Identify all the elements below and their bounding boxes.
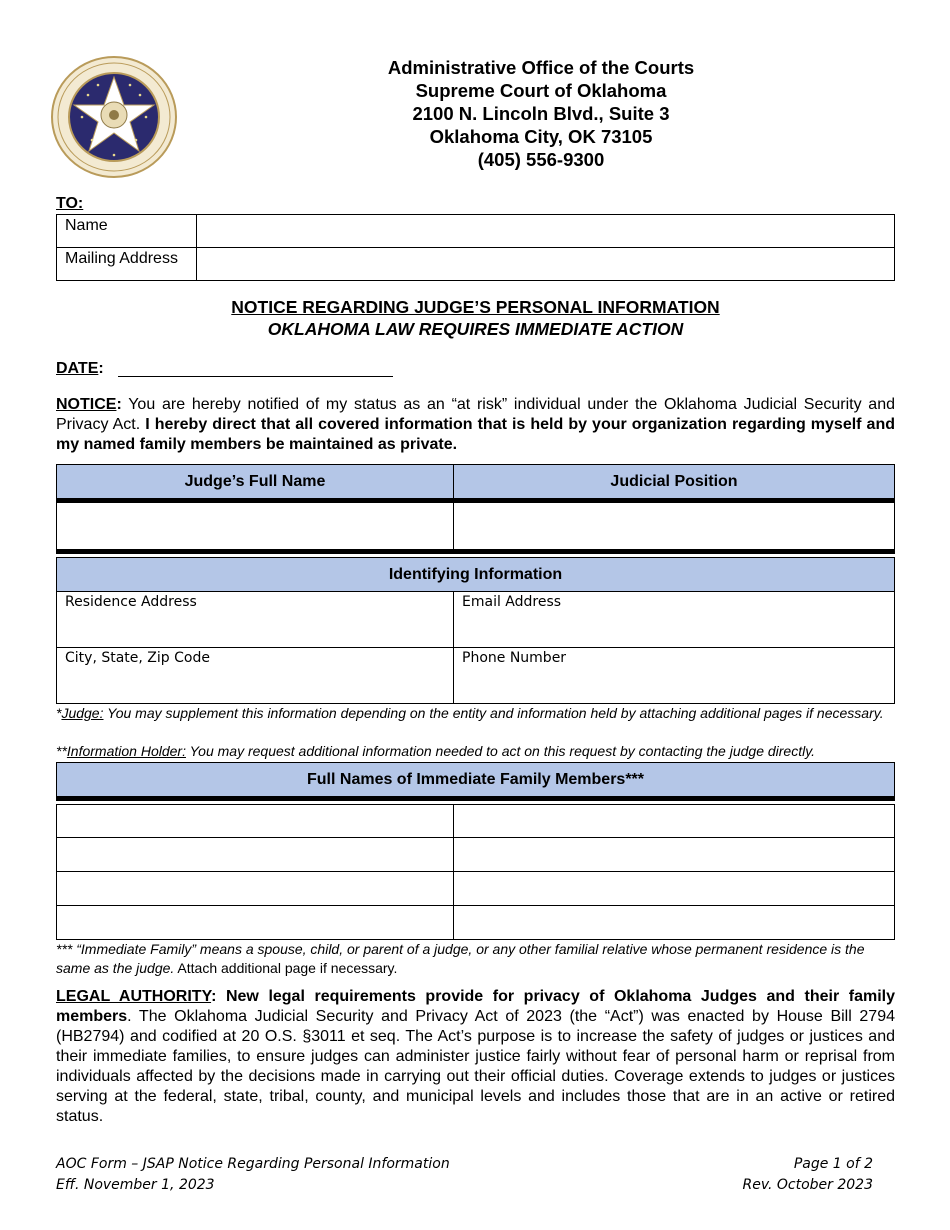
holder-footnote-prefix: ** xyxy=(56,743,67,759)
holder-footnote-label: Information Holder: xyxy=(66,743,186,759)
judicial-position-header: Judicial Position xyxy=(454,464,895,499)
family-table xyxy=(56,762,895,940)
court-name: Supreme Court of Oklahoma xyxy=(415,80,667,101)
notice-colon: : xyxy=(116,396,122,413)
family-member-field[interactable] xyxy=(454,804,895,838)
phone-number-label: Phone Number xyxy=(462,650,567,666)
title-line-1: NOTICE REGARDING JUDGE’S PERSONAL INFORMATION xyxy=(231,297,720,317)
family-row xyxy=(56,804,895,838)
office-header xyxy=(300,56,782,171)
phone-number-field[interactable] xyxy=(454,648,895,704)
page-number: Page 1 of 2 xyxy=(793,1156,873,1172)
judge-full-name-header: Judge’s Full Name xyxy=(56,464,454,499)
city-state-zip-field[interactable] xyxy=(56,648,454,704)
office-name: Administrative Office of the Courts xyxy=(387,57,695,78)
judge-footnote xyxy=(56,704,895,723)
family-member-field[interactable] xyxy=(454,872,895,906)
judge-table-header xyxy=(56,464,895,499)
date-colon: : xyxy=(98,360,104,377)
judicial-position-field[interactable] xyxy=(454,502,895,550)
email-address-label: Email Address xyxy=(462,594,562,610)
holder-footnote xyxy=(56,742,895,761)
mailing-address-label: Mailing Address xyxy=(57,248,197,281)
title-line-2: OKLAHOMA LAW REQUIRES IMMEDIATE ACTION xyxy=(267,319,684,339)
notice-title xyxy=(56,296,895,340)
family-member-field[interactable] xyxy=(56,906,454,940)
judge-footnote-text: You may supplement this information depending on the entity and information held by attaching additional pages if necessary. xyxy=(103,705,884,721)
judge-table-body xyxy=(56,502,895,550)
office-phone: (405) 556-9300 xyxy=(477,149,605,170)
family-member-field[interactable] xyxy=(56,804,454,838)
city-state-zip-label: City, State, Zip Code xyxy=(65,650,210,666)
identifying-header: Identifying Information xyxy=(56,557,895,592)
email-address-field[interactable] xyxy=(454,592,895,648)
judge-full-name-field[interactable] xyxy=(56,502,454,550)
residence-address-label: Residence Address xyxy=(65,594,197,610)
state-seal-icon xyxy=(50,55,178,179)
recipient-table xyxy=(56,214,895,281)
date-field[interactable] xyxy=(118,360,393,377)
legal-authority-colon: : xyxy=(211,988,226,1005)
notice-label: NOTICE xyxy=(56,396,117,413)
family-member-field[interactable] xyxy=(454,906,895,940)
holder-footnote-text: You may request additional information needed to act on this request by contacting the judge directly. xyxy=(185,743,816,759)
family-footnote-attach: Attach additional page if necessary. xyxy=(174,960,398,976)
family-member-field[interactable] xyxy=(454,838,895,872)
to-label: TO: xyxy=(56,195,84,212)
residence-address-field[interactable] xyxy=(56,592,454,648)
notice-paragraph xyxy=(56,395,895,455)
judge-footnote-prefix: * xyxy=(56,705,62,721)
legal-authority-label: LEGAL AUTHORITY xyxy=(56,988,212,1005)
recipient-address-field[interactable] xyxy=(197,248,895,281)
form-name: AOC Form – JSAP Notice Regarding Personal Information xyxy=(56,1156,450,1172)
effective-date: Eff. November 1, 2023 xyxy=(56,1177,215,1193)
family-row xyxy=(56,838,895,872)
judge-table-bottom-rule xyxy=(56,550,895,554)
family-row xyxy=(56,872,895,906)
notice-text: You are hereby notified of my status as an “at risk” individual under the Oklahoma Judicial Security and Privacy Act. xyxy=(56,396,895,433)
family-members-header: Full Names of Immediate Family Members*** xyxy=(56,762,895,797)
family-footnote xyxy=(56,940,895,978)
identifying-table xyxy=(56,557,895,704)
legal-authority-lead: New legal requirements provide for privacy of Oklahoma Judges and their family members xyxy=(56,988,896,1025)
family-member-field[interactable] xyxy=(56,838,454,872)
date-label: DATE xyxy=(56,360,99,377)
footer-right xyxy=(743,1154,874,1196)
family-footnote-definition: *** “Immediate Family” means a spouse, child, or parent of a judge, or any other familial relative whose permanent residence is the same as the judge. xyxy=(56,941,865,976)
footer-left xyxy=(56,1154,450,1196)
revision-date: Rev. October 2023 xyxy=(742,1177,873,1193)
name-label: Name xyxy=(57,215,197,248)
recipient-name-field[interactable] xyxy=(197,215,895,248)
judge-footnote-label: Judge: xyxy=(61,705,104,721)
legal-authority-text: . The Oklahoma Judicial Security and Privacy Act of 2023 (the “Act”) was enacted by House Bill 2794 (HB2794) and codified at 20 O.S. §3011 et seq. The Act’s purpose is to increase the safety of judges or justices and their immediate families, to ensure judges can administer justice fairly without fear of personal harm or reprisal from individuals affected by the decisions made in carrying out their official duties. Coverage extends to judges or justices serving at the federal, state, tribal, county, and municipal levels and includes those that are in an active or retired status. xyxy=(56,1008,895,1125)
city-address: Oklahoma City, OK 73105 xyxy=(429,126,653,147)
legal-authority-paragraph xyxy=(56,987,895,1127)
family-member-field[interactable] xyxy=(56,872,454,906)
date-row xyxy=(56,360,393,378)
street-address: 2100 N. Lincoln Blvd., Suite 3 xyxy=(412,103,670,124)
notice-directive: I hereby direct that all covered information that is held by your organization regarding myself and my named family members be maintained as private. xyxy=(56,416,895,453)
family-row xyxy=(56,906,895,940)
